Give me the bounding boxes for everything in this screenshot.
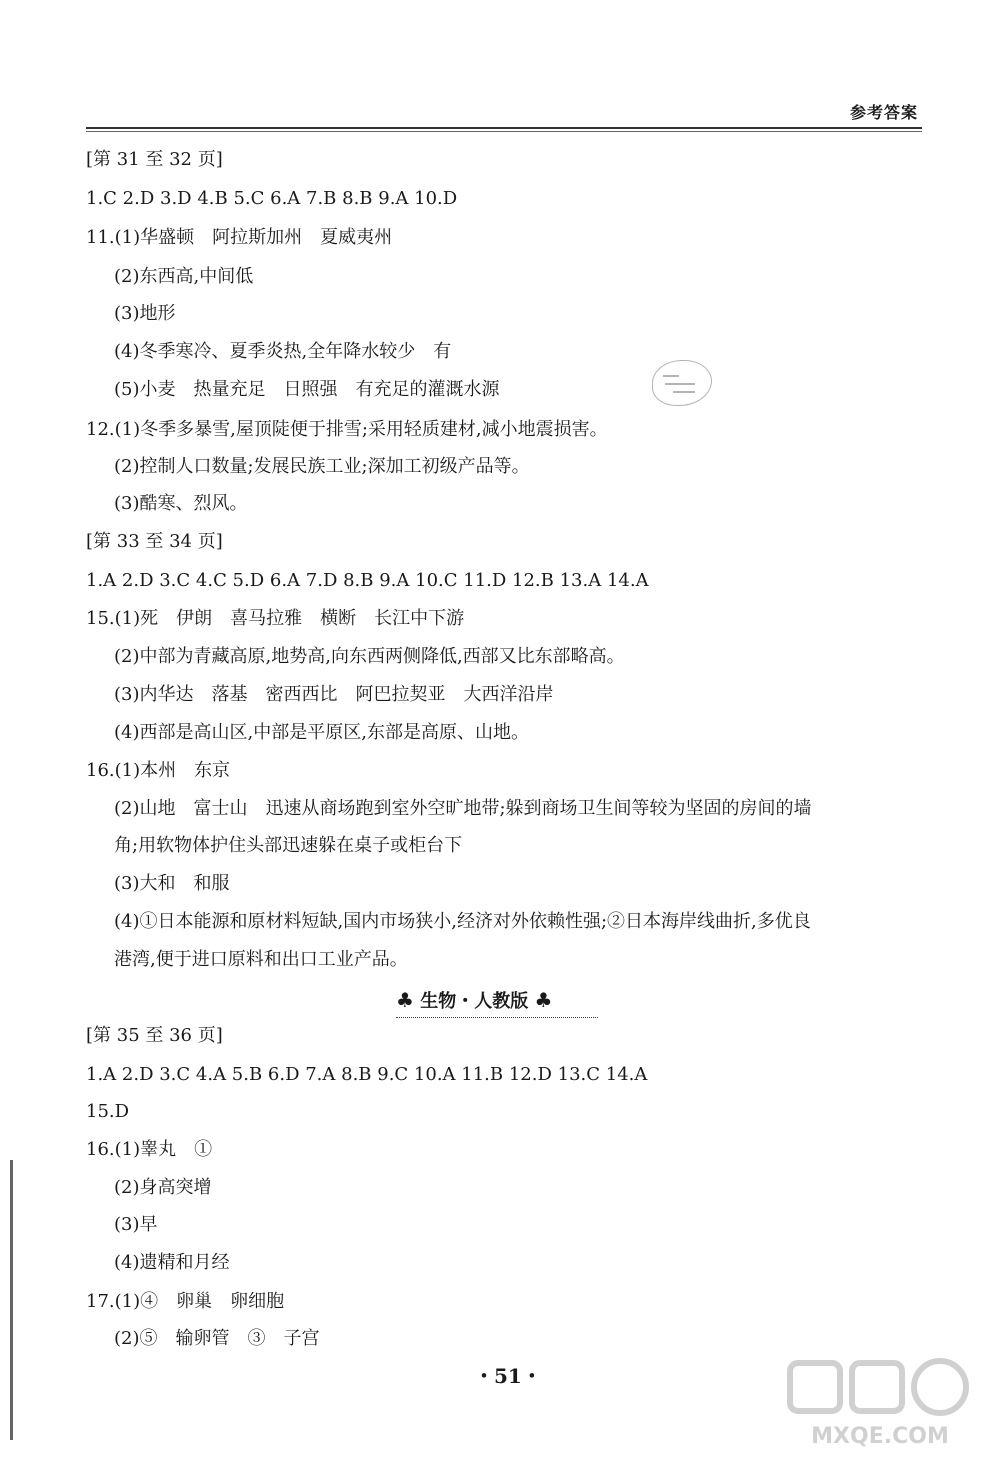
section-heading bbox=[396, 987, 598, 1018]
answer-line: 16.(1)本州 东京 bbox=[86, 760, 231, 781]
watermark-text: MXQE.COM bbox=[811, 1424, 949, 1449]
answer-line: 15.D bbox=[86, 1101, 130, 1122]
answer-line: (4)遗精和月经 bbox=[114, 1252, 230, 1273]
club-icon: ♣ bbox=[534, 988, 553, 1012]
watermark-logo bbox=[780, 1353, 980, 1453]
header-rule bbox=[86, 127, 922, 132]
answer-line: (3)酷寒、烈风。 bbox=[114, 493, 248, 514]
answer-line: (4)西部是高山区,中部是平原区,东部是高原、山地。 bbox=[114, 722, 529, 743]
page-range-heading: [第 31 至 32 页] bbox=[86, 149, 223, 170]
answer-line: 角;用软物体护住头部迅速躲在桌子或柜台下 bbox=[114, 835, 463, 856]
answer-line: (3)早 bbox=[114, 1214, 158, 1235]
answer-line: (2)⑤ 输卵管 ③ 子宫 bbox=[114, 1328, 320, 1349]
answer-line: (2)身高突增 bbox=[114, 1177, 212, 1198]
answer-line: 17.(1)④ 卵巢 卵细胞 bbox=[86, 1291, 285, 1312]
stamp-mark bbox=[652, 360, 712, 406]
answer-line: (3)内华达 落基 密西西比 阿巴拉契亚 大西洋沿岸 bbox=[114, 684, 554, 705]
answer-line: (5)小麦 热量充足 日照强 有充足的灌溉水源 bbox=[114, 379, 500, 400]
answer-line: 1.C 2.D 3.D 4.B 5.C 6.A 7.B 8.B 9.A 10.D bbox=[86, 188, 458, 209]
answer-line: (2)东西高,中间低 bbox=[114, 266, 254, 287]
answer-line: (4)冬季寒冷、夏季炎热,全年降水较少 有 bbox=[114, 341, 452, 362]
page-range-heading: [第 33 至 34 页] bbox=[86, 531, 223, 552]
answer-line: 1.A 2.D 3.C 4.A 5.B 6.D 7.A 8.B 9.C 10.A 11.B 12.D 13.C 14.A bbox=[86, 1064, 648, 1085]
answer-line: (2)山地 富士山 迅速从商场跑到室外空旷地带;躲到商场卫生间等较为坚固的房间的墙 bbox=[114, 798, 812, 819]
answer-line: 16.(1)睾丸 ① bbox=[86, 1139, 213, 1160]
answer-line: (2)控制人口数量;发展民族工业;深加工初级产品等。 bbox=[114, 456, 530, 477]
header-title: 参考答案 bbox=[849, 103, 918, 122]
answer-line: (3)地形 bbox=[114, 303, 176, 324]
answer-line: (4)①日本能源和原材料短缺,国内市场狭小,经济对外依赖性强;②日本海岸线曲折,多优良 bbox=[114, 911, 811, 932]
answer-line: 1.A 2.D 3.C 4.C 5.D 6.A 7.D 8.B 9.A 10.C 11.D 12.B 13.A 14.A bbox=[86, 570, 649, 591]
answer-line: (3)大和 和服 bbox=[114, 873, 230, 894]
answer-line: 港湾,便于进口原料和出口工业产品。 bbox=[114, 949, 408, 970]
club-icon: ♣ bbox=[396, 988, 414, 1012]
section-title: 生物・人教版 bbox=[420, 991, 529, 1012]
page-range-heading: [第 35 至 36 页] bbox=[86, 1025, 223, 1046]
answer-line: (2)中部为青藏高原,地势高,向东西两侧降低,西部又比东部略高。 bbox=[114, 646, 625, 667]
scan-edge-mark bbox=[10, 1160, 13, 1440]
page-number: ・51・ bbox=[474, 1364, 542, 1388]
answer-line: 11.(1)华盛顿 阿拉斯加州 夏威夷州 bbox=[86, 227, 393, 248]
answer-line: 15.(1)死 伊朗 喜马拉雅 横断 长江中下游 bbox=[86, 608, 465, 629]
answer-line: 12.(1)冬季多暴雪,屋顶陡便于排雪;采用轻质建材,减小地震损害。 bbox=[86, 419, 608, 440]
